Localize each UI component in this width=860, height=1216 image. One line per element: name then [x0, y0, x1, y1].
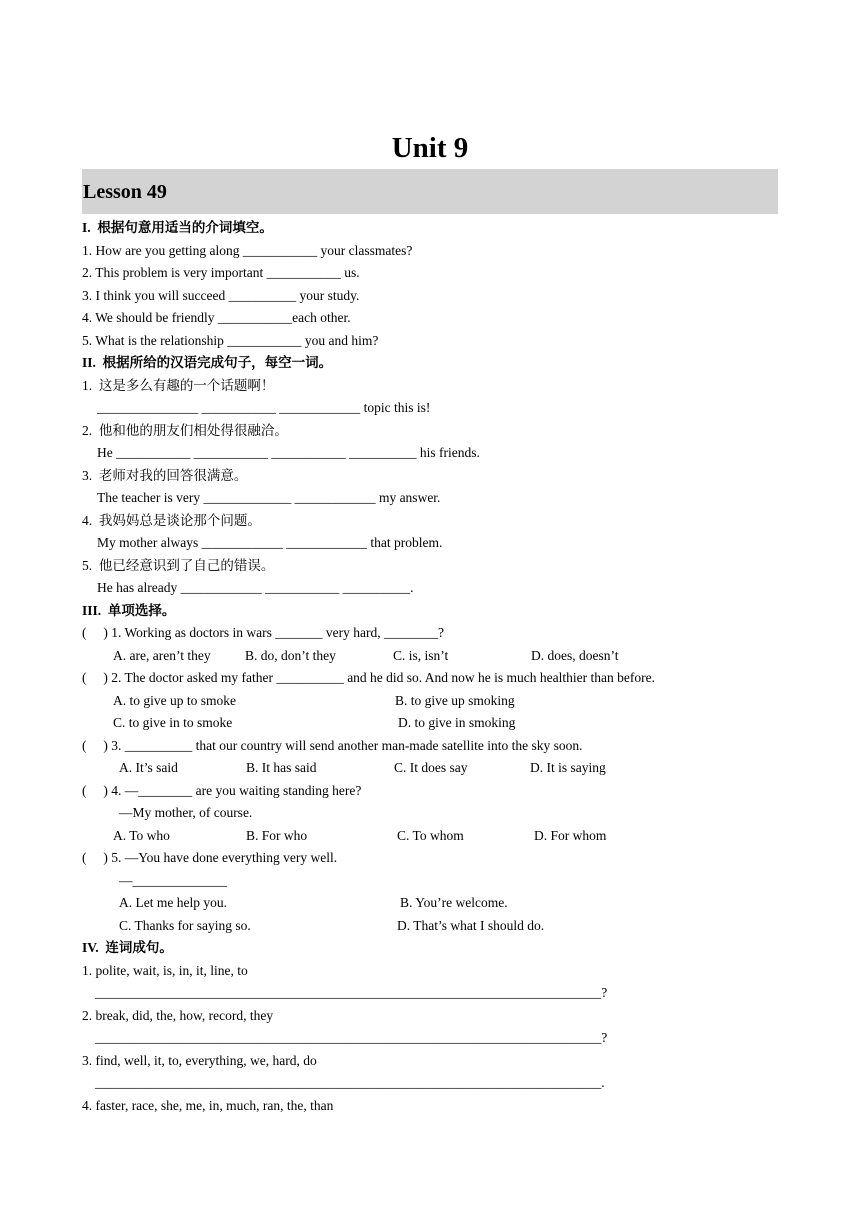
text-line: A. To who [113, 828, 170, 843]
unit-title: Unit 9 [391, 132, 469, 164]
text-line: _______________ ___________ ____________ topic this is! [97, 400, 431, 415]
text-line: ( ) 4. —________ are you waiting standing here? [82, 783, 362, 798]
text-line: 4. We should be friendly ___________each other. [82, 310, 351, 325]
section-heading: I. 根据句意用适当的介词填空。 [82, 220, 273, 235]
text-line: C. To whom [397, 828, 464, 843]
text-line: C. It does say [394, 760, 468, 775]
text-line: —______________ [119, 873, 227, 888]
text-line: 2. This problem is very important ___________ us. [82, 265, 360, 280]
text-line: ( ) 3. __________ that our country will send another man-made satellite into the sky soon. [82, 738, 583, 753]
text-line: ___________________________________________________________________________. [95, 1075, 605, 1090]
text-line: —My mother, of course. [119, 805, 253, 820]
text-line: B. You’re welcome. [400, 895, 508, 910]
text-line: ( ) 5. —You have done everything very well. [82, 850, 338, 865]
text-line: D. to give in smoking [398, 715, 516, 730]
text-line: 1. 这是多么有趣的一个话题啊！ [82, 378, 275, 393]
text-line: B. For who [246, 828, 308, 843]
section-heading: II. 根据所给的汉语完成句子，每空一词。 [82, 355, 333, 370]
text-line: 2. 他和他的朋友们相处得很融洽。 [82, 423, 288, 438]
text-line: 1. polite, wait, is, in, it, line, to [82, 963, 248, 978]
text-line: D. It is saying [530, 760, 606, 775]
text-line: 4. faster, race, she, me, in, much, ran, the, than [82, 1098, 334, 1113]
text-line: B. do, don’t they [245, 648, 336, 663]
text-line: A. Let me help you. [119, 895, 227, 910]
text-line: B. to give up smoking [395, 693, 515, 708]
text-line: ( ) 1. Working as doctors in wars _______ very hard, ________? [82, 625, 444, 640]
lesson-header [82, 169, 778, 214]
text-line: ___________________________________________________________________________? [95, 985, 608, 1000]
section-heading: III. 单项选择。 [82, 603, 176, 618]
text-line: 3. find, well, it, to, everything, we, hard, do [82, 1053, 317, 1068]
text-line: C. is, isn’t [393, 648, 449, 663]
text-line: D. For whom [534, 828, 607, 843]
text-line: D. That’s what I should do. [397, 918, 545, 933]
text-line: 5. What is the relationship ___________ you and him? [82, 333, 379, 348]
text-line: ___________________________________________________________________________? [95, 1030, 608, 1045]
text-line: The teacher is very _____________ ____________ my answer. [97, 490, 441, 505]
text-line: He has already ____________ ___________ __________. [97, 580, 414, 595]
text-line: B. It has said [246, 760, 317, 775]
lesson-title: Lesson 49 [83, 181, 167, 203]
section-heading: IV. 连词成句。 [82, 940, 173, 955]
text-line: 2. break, did, the, how, record, they [82, 1008, 274, 1023]
text-line: 5. 他已经意识到了自己的错误。 [82, 558, 275, 573]
text-line: C. to give in to smoke [113, 715, 233, 730]
text-line: 1. How are you getting along ___________ your classmates? [82, 243, 413, 258]
text-line: He ___________ ___________ ___________ __________ his friends. [97, 445, 480, 460]
text-line: My mother always ____________ ____________ that problem. [97, 535, 443, 550]
text-line: 3. I think you will succeed __________ your study. [82, 288, 360, 303]
text-line: ( ) 2. The doctor asked my father __________ and he did so. And now he is much healthier than before. [82, 670, 655, 685]
text-line: D. does, doesn’t [531, 648, 619, 663]
text-line: A. are, aren’t they [113, 648, 211, 663]
text-line: C. Thanks for saying so. [119, 918, 251, 933]
text-line: A. to give up to smoke [113, 693, 236, 708]
text-line: 3. 老师对我的回答很满意。 [82, 468, 248, 483]
text-line: 4. 我妈妈总是谈论那个问题。 [82, 513, 261, 528]
text-line: A. It’s said [119, 760, 178, 775]
